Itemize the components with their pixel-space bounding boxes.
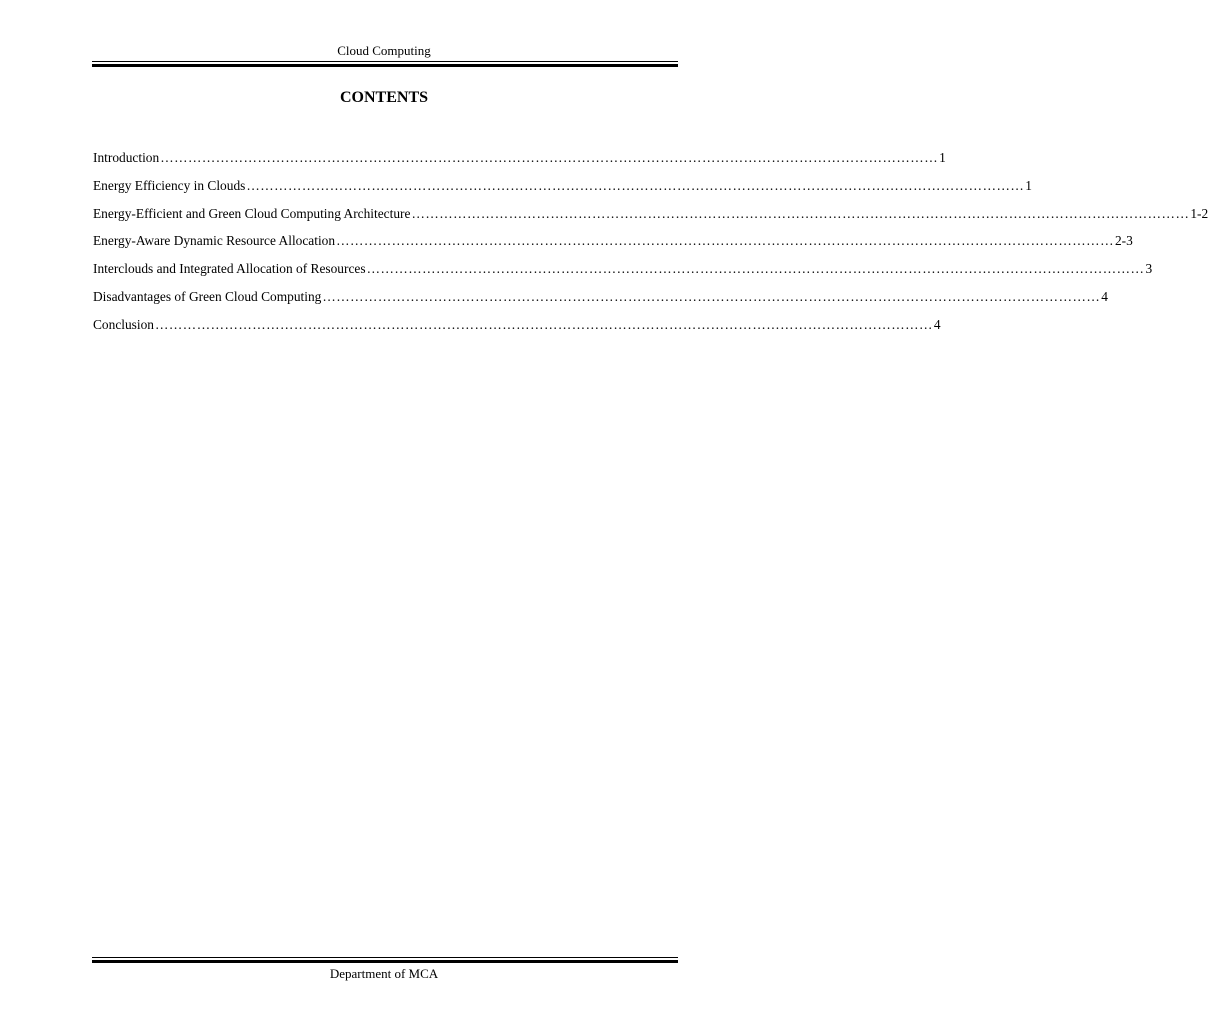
toc-page-number: 1-2 <box>1190 205 1208 221</box>
toc-dot-leader: …………………………………………………………………………………………………………………………………………………… <box>366 261 1145 277</box>
toc-entry-introduction[interactable] <box>93 149 946 177</box>
toc-entry-title: Introduction <box>93 150 160 165</box>
toc-dot-leader: …………………………………………………………………………………………………………………………………………………… <box>411 205 1190 221</box>
toc-entry-title: Energy-Aware Dynamic Resource Allocation <box>93 233 336 249</box>
toc-dot-leader: …………………………………………………………………………………………………………………………………………………… <box>336 233 1114 249</box>
toc-entry-energy-efficiency[interactable] <box>93 177 1032 205</box>
toc-entry-title: Interclouds and Integrated Allocation of Resources <box>93 261 366 277</box>
footer-rule <box>92 957 678 963</box>
toc-entry-title: Conclusion <box>93 316 155 332</box>
toc-dot-leader: …………………………………………………………………………………………………………………………………………………… <box>155 316 933 332</box>
toc-page-number: 1 <box>1025 177 1032 193</box>
toc-entry-title: Energy-Efficient and Green Cloud Computing Architecture <box>93 205 411 221</box>
toc-page-number: 4 <box>1101 288 1108 304</box>
toc-page-number: 4 <box>933 316 941 332</box>
toc-entry-dynamic-resource-allocation[interactable] <box>93 232 1133 260</box>
toc-dot-leader: …………………………………………………………………………………………………………………………………………………… <box>160 150 939 165</box>
toc-dot-leader: …………………………………………………………………………………………………………………………………………………… <box>246 177 1025 193</box>
toc-entry-title: Disadvantages of Green Cloud Computing <box>93 288 322 304</box>
toc-entry-title: Energy Efficiency in Clouds <box>93 177 246 193</box>
toc-entry-conclusion[interactable] <box>93 316 941 344</box>
toc-entry-disadvantages[interactable] <box>93 288 1108 316</box>
toc-page-number: 1 <box>939 150 946 165</box>
running-header: Cloud Computing <box>337 43 431 58</box>
toc-page-number: 2-3 <box>1114 233 1133 249</box>
table-of-contents <box>93 149 1208 344</box>
toc-entry-green-cloud-architecture[interactable] <box>93 205 1208 233</box>
toc-dot-leader: …………………………………………………………………………………………………………………………………………………… <box>322 288 1101 304</box>
header-rule <box>92 61 678 67</box>
page-title: CONTENTS <box>339 89 429 106</box>
toc-entry-interclouds[interactable] <box>93 260 1153 288</box>
toc-page-number: 3 <box>1145 261 1153 277</box>
running-footer: Department of MCA <box>329 966 439 981</box>
